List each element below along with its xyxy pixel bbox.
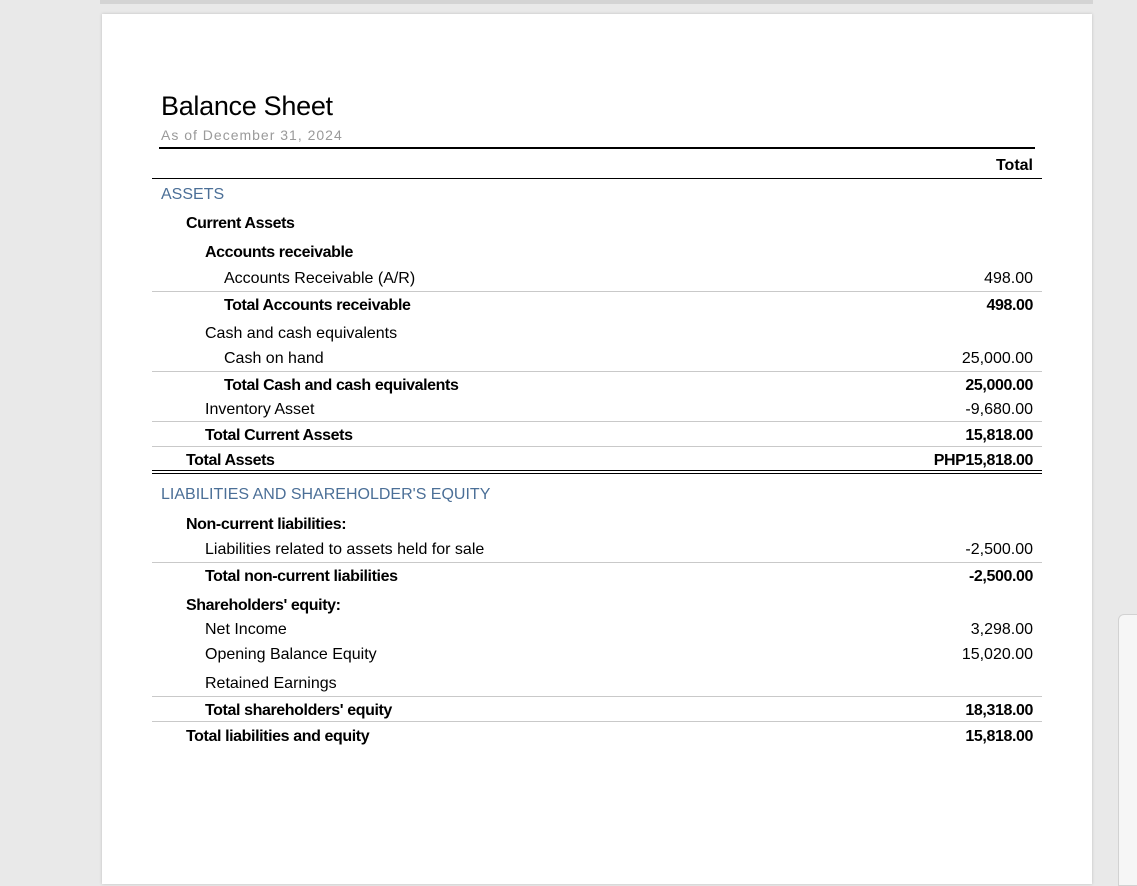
line-item-amount[interactable]: 498.00 <box>984 270 1033 287</box>
total-label: Total Current Assets <box>205 427 353 444</box>
report-date: As of December 31, 2024 <box>161 127 343 143</box>
group-current-assets <box>152 211 1042 233</box>
header-rule <box>159 147 1035 149</box>
group-accounts-receivable <box>152 240 1042 262</box>
side-panel-edge <box>1118 614 1137 886</box>
line-item-amount[interactable]: 25,000.00 <box>961 350 1033 367</box>
line-item-net-income[interactable] <box>152 617 1042 639</box>
total-row-liabilities-equity <box>152 721 1042 746</box>
total-row-noncurrent-liabilities <box>152 562 1042 586</box>
group-label: Non-current liabilities: <box>186 516 347 533</box>
line-item-amount[interactable]: 15,020.00 <box>961 646 1033 663</box>
line-item-accounts-receivable[interactable] <box>152 266 1042 288</box>
total-amount[interactable]: 15,818.00 <box>965 728 1033 745</box>
total-amount[interactable]: 15,818.00 <box>965 427 1033 444</box>
group-cash-equivalents <box>152 321 1042 343</box>
total-label: Total Accounts receivable <box>224 297 411 314</box>
line-item-amount[interactable]: -9,680.00 <box>965 401 1033 418</box>
line-item-amount[interactable]: -2,500.00 <box>965 541 1033 558</box>
column-header-total: Total <box>995 157 1033 174</box>
line-item-inventory-asset[interactable] <box>152 397 1042 419</box>
section-label: ASSETS <box>161 186 225 203</box>
line-item-cash-on-hand[interactable] <box>152 346 1042 368</box>
total-label: Total shareholders' equity <box>205 702 392 719</box>
total-label: Total Cash and cash equivalents <box>224 377 459 394</box>
line-item-label: Accounts Receivable (A/R) <box>224 270 416 287</box>
total-label: Total liabilities and equity <box>186 728 370 745</box>
column-header-rule <box>152 178 1042 179</box>
line-item-held-for-sale[interactable] <box>152 537 1042 559</box>
total-amount[interactable]: 25,000.00 <box>965 377 1033 394</box>
total-amount[interactable]: 498.00 <box>986 297 1033 314</box>
report-title: Balance Sheet <box>161 91 333 121</box>
section-heading-liabilities-equity <box>152 482 1042 504</box>
group-label: Accounts receivable <box>205 244 354 261</box>
line-item-label: Net Income <box>205 621 287 638</box>
group-shareholders-equity <box>152 593 1042 615</box>
total-row-assets <box>152 446 1042 474</box>
line-item-label: Opening Balance Equity <box>205 646 377 663</box>
group-label: Shareholders' equity: <box>186 597 341 614</box>
total-row-cash-equivalents <box>152 371 1042 395</box>
line-item-opening-balance-equity[interactable] <box>152 642 1042 664</box>
line-item-amount[interactable]: 3,298.00 <box>970 621 1033 638</box>
total-label: Total Assets <box>186 452 275 469</box>
total-row-shareholders-equity <box>152 696 1042 720</box>
total-label: Total non-current liabilities <box>205 568 398 585</box>
line-item-label: Cash on hand <box>224 350 324 367</box>
group-noncurrent-liabilities <box>152 512 1042 534</box>
total-row-accounts-receivable <box>152 291 1042 315</box>
total-amount[interactable]: 18,318.00 <box>965 702 1033 719</box>
total-amount[interactable]: PHP15,818.00 <box>933 452 1033 469</box>
line-item-label: Retained Earnings <box>205 675 337 692</box>
total-amount[interactable]: -2,500.00 <box>968 568 1033 585</box>
line-item-label: Liabilities related to assets held for sale <box>205 541 485 558</box>
window-top-edge <box>100 0 1093 4</box>
line-item-retained-earnings[interactable] <box>152 671 1042 693</box>
section-label: LIABILITIES AND SHAREHOLDER'S EQUITY <box>161 486 491 503</box>
total-row-current-assets <box>152 421 1042 445</box>
group-label: Cash and cash equivalents <box>205 325 398 342</box>
group-label: Current Assets <box>186 215 295 232</box>
line-item-label: Inventory Asset <box>205 401 315 418</box>
section-heading-assets <box>152 182 1042 204</box>
